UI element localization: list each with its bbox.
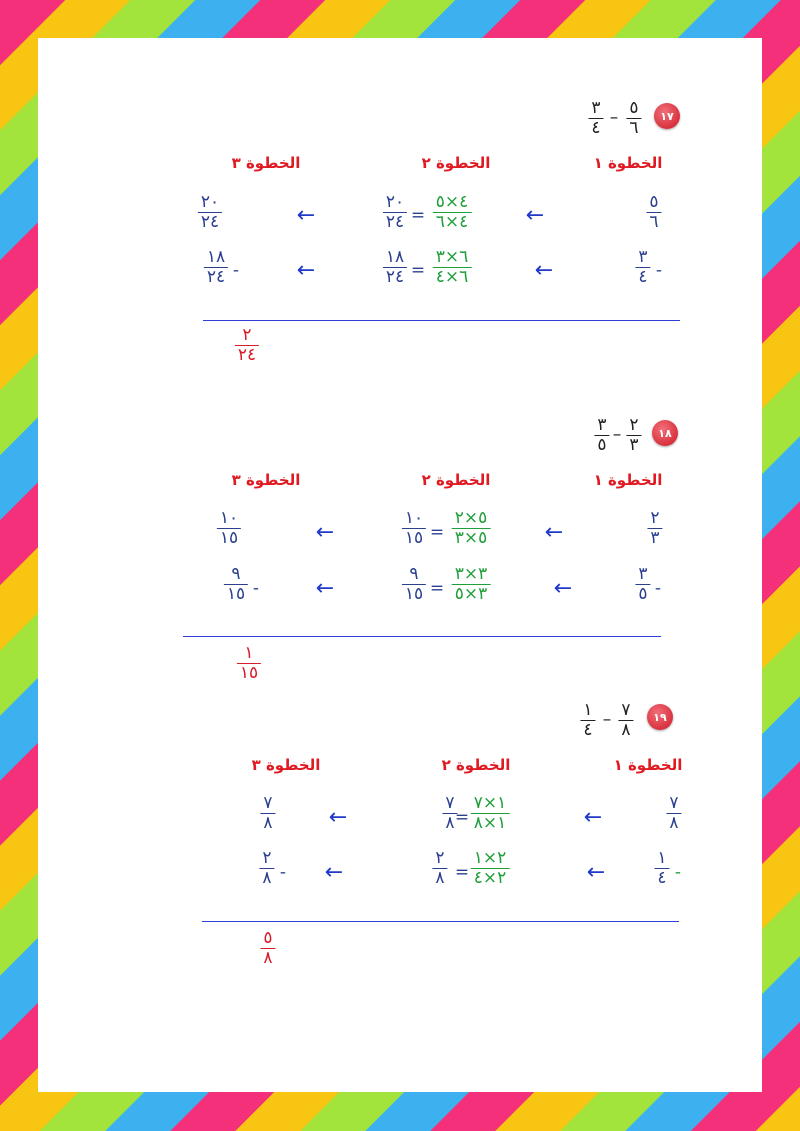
numerator: ٧ [445,793,455,813]
denominator: ٢٤ [204,267,228,286]
equals-sign: = [429,578,445,599]
arrow-icon: ← [583,805,603,830]
step2-expanded-row1 [433,194,472,231]
equals-sign: = [454,862,470,883]
arrow-icon: ← [534,258,554,283]
problem-number-badge: ١٩ [647,704,673,730]
denominator: ٥ [594,435,609,454]
numerator: ٢ [242,325,252,345]
expression-fraction-2 [580,702,595,739]
numerator: ٥ [629,98,639,118]
numerator: ٢ [435,848,445,868]
denominator: ١٥ [402,528,426,547]
minus-sign: - [252,578,260,599]
numerator: ٢ [650,508,660,528]
equals-sign: = [410,205,426,226]
step2-expanded-row1 [471,795,510,832]
step-1-label: الخطوة ١ [613,756,683,774]
expression-operator: – [602,709,612,730]
denominator: ٤ [654,868,669,887]
numerator: ٩ [231,564,241,584]
step1-fraction-row1 [647,510,662,547]
denominator: ٨ [260,948,275,967]
numerator: ١ [583,700,593,720]
answer-fraction [235,327,259,364]
numerator: ٥ [263,928,273,948]
denominator: ٨ [432,868,447,887]
numerator: ١ [244,643,254,663]
minus-sign: - [655,260,663,281]
numerator: ٢٠ [200,192,220,212]
denominator: ٤ [580,720,595,739]
step2-expanded-row2 [471,850,510,887]
numerator: ٣×٣ [454,564,488,584]
step-3-label: الخطوة ٣ [231,154,301,172]
arrow-icon: ← [525,203,545,228]
step-2-label: الخطوة ٢ [441,756,511,774]
problem-number-badge: ١٧ [654,103,680,129]
minus-sign: - [279,862,287,883]
step-3-label: الخطوة ٣ [251,756,321,774]
step1-fraction-row2 [635,566,650,603]
expression-fraction-2 [594,417,609,454]
step2-result-row2 [432,850,447,887]
numerator: ٧ [263,793,273,813]
subtraction-line [183,636,661,637]
expression-fraction-1 [618,702,633,739]
step-1-label: الخطوة ١ [593,471,663,489]
expression-fraction-2 [588,100,603,137]
denominator: ٨ [618,720,633,739]
expression-operator: – [609,107,619,128]
step-2-label: الخطوة ٢ [421,471,491,489]
numerator: ٢×١ [473,848,507,868]
denominator: ٢٤ [198,212,222,231]
denominator: ٨ [666,813,681,832]
step3-fraction-row1 [217,510,241,547]
problem-number-badge: ١٨ [652,420,678,446]
step-2-label: الخطوة ٢ [421,154,491,172]
step2-expanded-row2 [452,566,491,603]
numerator: ١×٧ [473,793,507,813]
denominator: ١٥ [217,528,241,547]
numerator: ٧ [669,793,679,813]
arrow-icon: ← [544,520,564,545]
denominator: ٤ [588,118,603,137]
numerator: ٣ [591,98,601,118]
denominator: ٨ [260,813,275,832]
step2-result-row1 [402,510,426,547]
denominator: ١٥ [402,584,426,603]
numerator: ٩ [409,564,419,584]
denominator: ٨ [442,813,457,832]
arrow-icon: ← [586,860,606,885]
step3-fraction-row2 [204,249,228,286]
numerator: ٥×٢ [454,508,488,528]
denominator: ٢×٤ [471,868,510,887]
numerator: ٢ [262,848,272,868]
step-1-label: الخطوة ١ [593,154,663,172]
subtraction-line [202,921,679,922]
minus-sign: - [232,260,240,281]
step-3-label: الخطوة ٣ [231,471,301,489]
step3-fraction-row2 [224,566,248,603]
denominator: ١٥ [224,584,248,603]
step3-fraction-row1 [260,795,275,832]
numerator: ٢٠ [385,192,405,212]
step1-fraction-row1 [666,795,681,832]
arrow-icon: ← [553,576,573,601]
step3-fraction-row2 [259,850,274,887]
denominator: ٥×٣ [452,528,491,547]
denominator: ٢٤ [235,345,259,364]
denominator: ٨ [259,868,274,887]
arrow-icon: ← [296,203,316,228]
equals-sign: = [454,807,470,828]
numerator: ٣ [638,564,648,584]
denominator: ٣ [647,528,662,547]
numerator: ٣ [638,247,648,267]
arrow-icon: ← [296,258,316,283]
numerator: ٢ [629,415,639,435]
minus-sign: - [654,578,662,599]
expression-operator: – [612,424,622,445]
arrow-icon: ← [315,576,335,601]
numerator: ٦×٣ [435,247,469,267]
numerator: ١ [657,848,667,868]
arrow-icon: ← [328,805,348,830]
step2-result-row1 [442,795,457,832]
equals-sign: = [410,260,426,281]
denominator: ٣×٥ [452,584,491,603]
numerator: ١٠ [219,508,239,528]
expression-fraction-1 [626,100,641,137]
denominator: ٥ [635,584,650,603]
denominator: ١٥ [237,663,261,682]
arrow-icon: ← [315,520,335,545]
equals-sign: = [429,522,445,543]
denominator: ٢٤ [383,267,407,286]
step3-fraction-row1 [198,194,222,231]
denominator: ٤×٦ [433,212,472,231]
step1-fraction-row2 [635,249,650,286]
step2-result-row2 [383,249,407,286]
denominator: ٦×٤ [433,267,472,286]
denominator: ٢٤ [383,212,407,231]
denominator: ٤ [635,267,650,286]
numerator: ١٨ [385,247,405,267]
numerator: ٧ [621,700,631,720]
step2-result-row1 [383,194,407,231]
numerator: ٤×٥ [435,192,469,212]
subtraction-line [203,320,680,321]
answer-fraction [237,645,261,682]
denominator: ١×٨ [471,813,510,832]
step2-expanded-row2 [433,249,472,286]
expression-fraction-1 [626,417,641,454]
numerator: ٣ [597,415,607,435]
minus-sign: - [674,862,682,883]
numerator: ١٨ [206,247,226,267]
step2-expanded-row1 [452,510,491,547]
denominator: ٦ [626,118,641,137]
step1-fraction-row2 [654,850,669,887]
denominator: ٦ [646,212,661,231]
arrow-icon: ← [324,860,344,885]
step2-result-row2 [402,566,426,603]
numerator: ١٠ [404,508,424,528]
answer-fraction [260,930,275,967]
step1-fraction-row1 [646,194,661,231]
denominator: ٣ [626,435,641,454]
numerator: ٥ [649,192,659,212]
